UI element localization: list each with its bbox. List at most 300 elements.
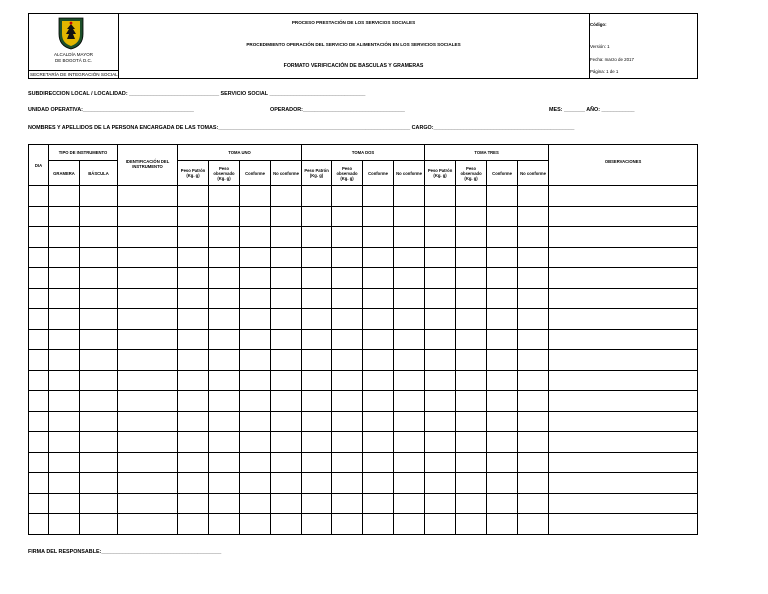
table-cell[interactable] [302,452,332,473]
table-cell[interactable] [394,288,425,309]
table-cell[interactable] [549,268,698,289]
table-cell[interactable] [456,288,487,309]
table-cell[interactable] [394,391,425,412]
table-cell[interactable] [178,309,209,330]
table-cell[interactable] [549,370,698,391]
table-cell[interactable] [29,309,49,330]
table-cell[interactable] [487,493,518,514]
table-cell[interactable] [363,350,394,371]
table-cell[interactable] [49,452,80,473]
table-cell[interactable] [456,186,487,207]
table-cell[interactable] [240,514,271,535]
table-cell[interactable] [425,288,456,309]
table-cell[interactable] [209,227,240,248]
gramera-header: GRAMERA [49,161,80,186]
table-cell[interactable] [49,186,80,207]
table-cell[interactable] [302,227,332,248]
table-cell[interactable] [394,268,425,289]
table-cell[interactable] [118,452,178,473]
table-cell[interactable] [332,473,363,494]
peso-observado-header: Peso observado (Kg. g) [209,161,240,186]
table-cell[interactable] [549,493,698,514]
table-cell[interactable] [363,288,394,309]
table-cell[interactable] [332,206,363,227]
table-cell[interactable] [363,247,394,268]
table-cell[interactable] [487,329,518,350]
table-cell[interactable] [332,227,363,248]
table-cell[interactable] [394,186,425,207]
table-cell[interactable] [394,350,425,371]
table-cell[interactable] [518,227,549,248]
table-cell[interactable] [209,452,240,473]
table-cell[interactable] [518,391,549,412]
table-cell[interactable] [456,514,487,535]
table-cell[interactable] [425,493,456,514]
table-cell[interactable] [271,493,302,514]
table-cell[interactable] [518,432,549,453]
table-cell[interactable] [80,186,118,207]
table-cell[interactable] [549,350,698,371]
dia-header: DIA [29,145,49,186]
table-cell[interactable] [332,391,363,412]
table-cell[interactable] [209,411,240,432]
table-cell[interactable] [118,268,178,289]
table-cell[interactable] [332,329,363,350]
table-cell[interactable] [49,514,80,535]
table-cell[interactable] [178,493,209,514]
table-cell[interactable] [80,206,118,227]
table-cell[interactable] [29,247,49,268]
table-cell[interactable] [118,309,178,330]
table-cell[interactable] [394,370,425,391]
table-cell[interactable] [118,206,178,227]
table-cell[interactable] [549,411,698,432]
table-cell[interactable] [363,514,394,535]
table-cell[interactable] [394,247,425,268]
table-cell[interactable] [332,309,363,330]
table-cell[interactable] [363,391,394,412]
table-cell[interactable] [209,391,240,412]
table-cell[interactable] [240,493,271,514]
table-cell[interactable] [49,432,80,453]
table-cell[interactable] [178,247,209,268]
table-cell[interactable] [549,473,698,494]
table-cell[interactable] [209,370,240,391]
table-cell[interactable] [271,370,302,391]
table-cell[interactable] [487,452,518,473]
table-cell[interactable] [29,186,49,207]
table-cell[interactable] [487,370,518,391]
mes-ano-field: MES: _______ AÑO: ___________ [549,107,635,113]
table-cell[interactable] [363,493,394,514]
table-cell[interactable] [118,411,178,432]
table-cell[interactable] [118,329,178,350]
table-cell[interactable] [302,247,332,268]
table-cell[interactable] [29,288,49,309]
table-cell[interactable] [549,432,698,453]
table-row [29,391,698,412]
table-cell[interactable] [363,268,394,289]
table-cell[interactable] [363,452,394,473]
table-cell[interactable] [240,186,271,207]
table-cell[interactable] [240,206,271,227]
table-cell[interactable] [456,227,487,248]
table-cell[interactable] [332,268,363,289]
table-cell[interactable] [332,186,363,207]
table-cell[interactable] [80,268,118,289]
table-cell[interactable] [332,411,363,432]
table-cell[interactable] [209,309,240,330]
table-cell[interactable] [271,268,302,289]
table-cell[interactable] [332,432,363,453]
table-cell[interactable] [240,350,271,371]
table-cell[interactable] [456,473,487,494]
table-cell[interactable] [271,227,302,248]
table-cell[interactable] [271,411,302,432]
table-cell[interactable] [302,350,332,371]
table-cell[interactable] [49,268,80,289]
table-cell[interactable] [518,514,549,535]
table-cell[interactable] [456,309,487,330]
table-cell[interactable] [363,370,394,391]
table-cell[interactable] [49,309,80,330]
table-cell[interactable] [29,493,49,514]
table-cell[interactable] [518,411,549,432]
table-cell[interactable] [49,473,80,494]
table-cell[interactable] [178,186,209,207]
table-cell[interactable] [425,247,456,268]
table-cell[interactable] [518,268,549,289]
table-cell[interactable] [49,493,80,514]
table-cell[interactable] [240,432,271,453]
table-cell[interactable] [49,411,80,432]
table-cell[interactable] [49,247,80,268]
table-cell[interactable] [118,493,178,514]
table-cell[interactable] [302,514,332,535]
table-cell[interactable] [240,391,271,412]
table-cell[interactable] [178,473,209,494]
table-cell[interactable] [394,432,425,453]
table-cell[interactable] [240,452,271,473]
table-cell[interactable] [118,247,178,268]
table-cell[interactable] [178,391,209,412]
table-cell[interactable] [456,268,487,289]
table-cell[interactable] [487,247,518,268]
table-cell[interactable] [118,288,178,309]
table-cell[interactable] [425,452,456,473]
table-cell[interactable] [80,411,118,432]
table-cell[interactable] [240,227,271,248]
table-cell[interactable] [271,452,302,473]
table-cell[interactable] [178,411,209,432]
table-cell[interactable] [240,473,271,494]
table-cell[interactable] [518,329,549,350]
table-cell[interactable] [456,452,487,473]
table-cell[interactable] [425,350,456,371]
table-cell[interactable] [363,227,394,248]
table-cell[interactable] [49,329,80,350]
table-cell[interactable] [209,206,240,227]
table-cell[interactable] [456,329,487,350]
table-row [29,329,698,350]
table-cell[interactable] [518,288,549,309]
table-cell[interactable] [271,473,302,494]
table-cell[interactable] [332,350,363,371]
table-cell[interactable] [80,288,118,309]
table-cell[interactable] [549,206,698,227]
table-cell[interactable] [302,493,332,514]
table-cell[interactable] [518,309,549,330]
table-cell[interactable] [240,247,271,268]
table-cell[interactable] [425,473,456,494]
table-cell[interactable] [178,268,209,289]
table-cell[interactable] [240,329,271,350]
table-cell[interactable] [29,227,49,248]
table-cell[interactable] [80,452,118,473]
table-cell[interactable] [332,370,363,391]
table-cell[interactable] [178,329,209,350]
table-cell[interactable] [271,186,302,207]
table-row [29,493,698,514]
table-cell[interactable] [394,227,425,248]
table-cell[interactable] [29,514,49,535]
table-cell[interactable] [118,227,178,248]
table-cell[interactable] [425,329,456,350]
table-cell[interactable] [80,473,118,494]
table-cell[interactable] [549,309,698,330]
table-cell[interactable] [29,391,49,412]
table-cell[interactable] [363,432,394,453]
table-cell[interactable] [29,329,49,350]
table-cell[interactable] [302,268,332,289]
table-cell[interactable] [271,514,302,535]
table-cell[interactable] [29,411,49,432]
table-cell[interactable] [29,473,49,494]
table-cell[interactable] [49,206,80,227]
table-cell[interactable] [80,493,118,514]
table-cell[interactable] [302,411,332,432]
table-cell[interactable] [332,493,363,514]
table-cell[interactable] [487,514,518,535]
table-cell[interactable] [29,432,49,453]
table-row [29,288,698,309]
table-cell[interactable] [240,370,271,391]
table-cell[interactable] [549,452,698,473]
table-cell[interactable] [80,391,118,412]
table-row [29,514,698,535]
table-cell[interactable] [240,309,271,330]
table-cell[interactable] [118,350,178,371]
table-cell[interactable] [178,288,209,309]
table-cell[interactable] [80,350,118,371]
table-cell[interactable] [209,329,240,350]
table-cell[interactable] [332,247,363,268]
table-cell[interactable] [425,432,456,453]
table-cell[interactable] [80,370,118,391]
table-cell[interactable] [271,288,302,309]
table-cell[interactable] [302,309,332,330]
table-cell[interactable] [487,227,518,248]
table-cell[interactable] [271,309,302,330]
table-cell[interactable] [209,288,240,309]
table-cell[interactable] [209,432,240,453]
table-cell[interactable] [80,227,118,248]
table-cell[interactable] [209,247,240,268]
table-cell[interactable] [425,370,456,391]
table-cell[interactable] [456,391,487,412]
table-cell[interactable] [29,370,49,391]
table-cell[interactable] [363,411,394,432]
table-cell[interactable] [49,288,80,309]
table-cell[interactable] [394,514,425,535]
table-cell[interactable] [178,514,209,535]
table-cell[interactable] [80,432,118,453]
table-cell[interactable] [363,473,394,494]
table-cell[interactable] [456,432,487,453]
table-cell[interactable] [487,309,518,330]
table-cell[interactable] [49,350,80,371]
table-cell[interactable] [425,514,456,535]
table-cell[interactable] [240,411,271,432]
table-cell[interactable] [209,268,240,289]
table-cell[interactable] [271,329,302,350]
table-cell[interactable] [518,247,549,268]
table-cell[interactable] [332,514,363,535]
table-cell[interactable] [118,186,178,207]
table-cell[interactable] [549,247,698,268]
table-cell[interactable] [49,370,80,391]
table-cell[interactable] [302,206,332,227]
table-cell[interactable] [549,514,698,535]
table-cell[interactable] [394,411,425,432]
table-cell[interactable] [518,186,549,207]
table-cell[interactable] [363,309,394,330]
table-cell[interactable] [456,350,487,371]
table-cell[interactable] [271,391,302,412]
table-cell[interactable] [178,370,209,391]
table-cell[interactable] [29,206,49,227]
table-cell[interactable] [49,391,80,412]
table-cell[interactable] [209,350,240,371]
table-cell[interactable] [487,411,518,432]
table-cell[interactable] [456,493,487,514]
table-cell[interactable] [178,227,209,248]
table-cell[interactable] [518,350,549,371]
table-cell[interactable] [394,309,425,330]
table-cell[interactable] [271,350,302,371]
table-cell[interactable] [178,206,209,227]
table-cell[interactable] [178,452,209,473]
table-cell[interactable] [209,473,240,494]
table-cell[interactable] [271,247,302,268]
table-cell[interactable] [394,206,425,227]
table-cell[interactable] [240,268,271,289]
table-cell[interactable] [302,288,332,309]
table-cell[interactable] [271,206,302,227]
table-cell[interactable] [487,473,518,494]
table-cell[interactable] [487,186,518,207]
table-cell[interactable] [549,186,698,207]
table-cell[interactable] [425,206,456,227]
table-cell[interactable] [209,186,240,207]
table-cell[interactable] [332,452,363,473]
table-cell[interactable] [302,186,332,207]
table-cell[interactable] [394,329,425,350]
table-cell[interactable] [549,288,698,309]
table-cell[interactable] [80,309,118,330]
table-cell[interactable] [178,432,209,453]
observaciones-header: OBSERVACIONES [549,145,698,186]
table-cell[interactable] [487,350,518,371]
table-cell[interactable] [456,247,487,268]
table-cell[interactable] [456,411,487,432]
table-cell[interactable] [302,370,332,391]
table-cell[interactable] [518,370,549,391]
table-cell[interactable] [118,473,178,494]
table-cell[interactable] [302,473,332,494]
table-cell[interactable] [118,370,178,391]
table-cell[interactable] [518,473,549,494]
table-cell[interactable] [456,206,487,227]
table-cell[interactable] [80,247,118,268]
table-cell[interactable] [363,186,394,207]
table-cell[interactable] [549,227,698,248]
table-cell[interactable] [487,268,518,289]
table-cell[interactable] [29,268,49,289]
table-cell[interactable] [487,206,518,227]
table-cell[interactable] [425,411,456,432]
table-cell[interactable] [456,370,487,391]
table-cell[interactable] [118,514,178,535]
table-cell[interactable] [518,452,549,473]
table-cell[interactable] [549,391,698,412]
table-cell[interactable] [209,514,240,535]
table-cell[interactable] [29,452,49,473]
table-cell[interactable] [425,268,456,289]
table-cell[interactable] [518,493,549,514]
table-cell[interactable] [302,391,332,412]
table-cell[interactable] [49,227,80,248]
table-cell[interactable] [271,432,302,453]
table-cell[interactable] [209,493,240,514]
table-cell[interactable] [518,206,549,227]
table-cell[interactable] [363,206,394,227]
table-cell[interactable] [394,473,425,494]
table-cell[interactable] [425,391,456,412]
table-cell[interactable] [487,288,518,309]
table-cell[interactable] [487,391,518,412]
table-cell[interactable] [240,288,271,309]
table-cell[interactable] [487,432,518,453]
table-cell[interactable] [425,309,456,330]
table-cell[interactable] [363,329,394,350]
table-cell[interactable] [332,288,363,309]
table-cell[interactable] [302,432,332,453]
table-cell[interactable] [178,350,209,371]
table-cell[interactable] [118,391,178,412]
table-cell[interactable] [394,493,425,514]
table-cell[interactable] [80,329,118,350]
table-cell[interactable] [29,350,49,371]
table-cell[interactable] [425,227,456,248]
table-cell[interactable] [302,329,332,350]
table-cell[interactable] [425,186,456,207]
table-cell[interactable] [80,514,118,535]
table-cell[interactable] [549,329,698,350]
table-cell[interactable] [394,452,425,473]
table-cell[interactable] [118,432,178,453]
peso-observado-header: Peso observado (Kg. g) [456,161,487,186]
